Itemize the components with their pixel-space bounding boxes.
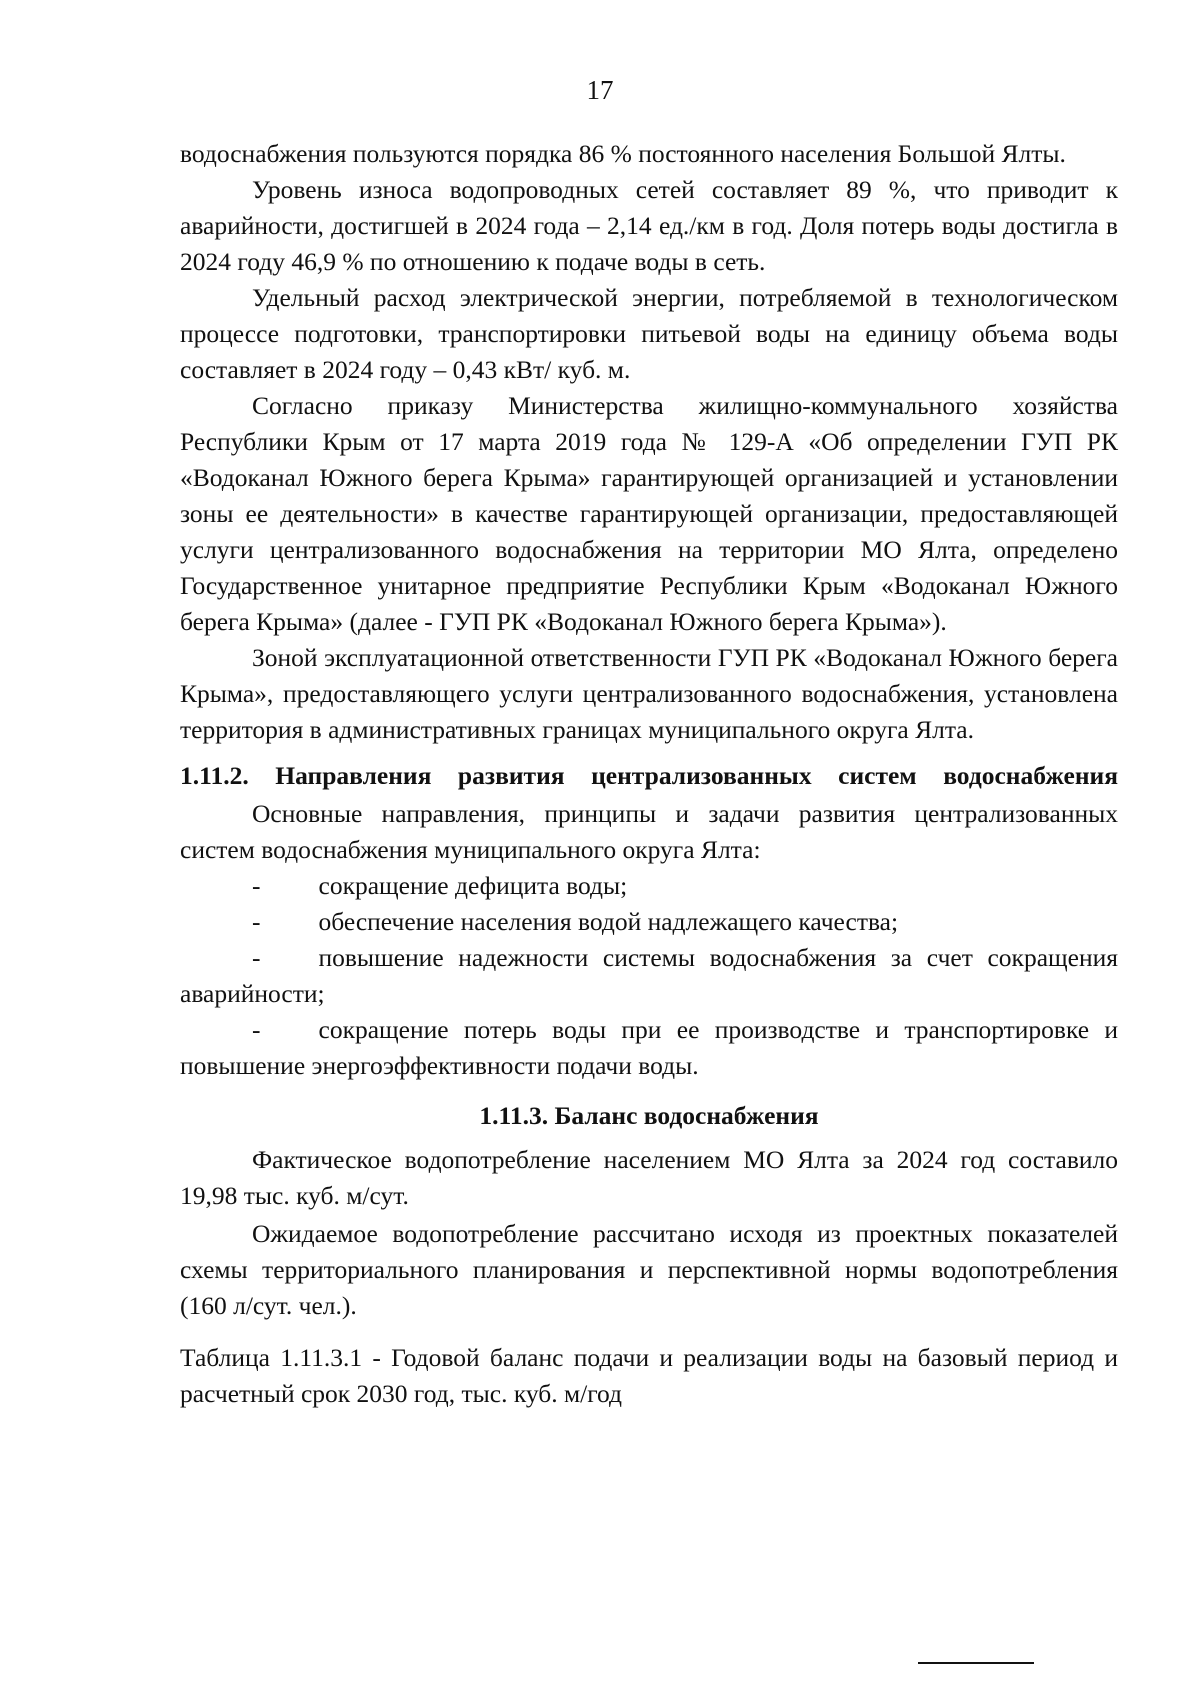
list-item-text: сокращение дефицита воды; — [318, 871, 628, 900]
list-item — [180, 868, 1118, 904]
paragraph-network-wear: Уровень износа водопроводных сетей составляет 89 %, что приводит к аварийности, достигшей в 2024 года – 2,14 ед./км в год. Доля потерь воды достигла в 2024 году 46,9 % по отношению к подаче воды в сеть. — [180, 175, 1118, 276]
list-dash: - — [252, 871, 261, 900]
paragraph-expected-consumption: Ожидаемое водопотребление рассчитано исходя из проектных показателей схемы территориального планирования и перспективной нормы водопотребления (160 л/сут. чел.). — [180, 1219, 1118, 1320]
paragraph-energy-consumption: Удельный расход электрической энергии, потребляемой в технологическом процессе подготовки, транспортировки питьевой воды на единицу объема воды составляет в 2024 году – 0,43 кВт/ куб. м. — [180, 283, 1118, 384]
list-item-text: сокращение потерь воды при ее производстве и транспортировке и повышение энергоэффективности подачи воды. — [180, 1015, 1118, 1080]
list-item-text: обеспечение населения водой надлежащего качества; — [318, 907, 899, 936]
paragraph-development-intro: Основные направления, принципы и задачи развития централизованных систем водоснабжения муниципального округа Ялта: — [180, 799, 1118, 864]
list-item — [180, 904, 1118, 940]
list-dash: - — [252, 1015, 261, 1044]
list-dash: - — [252, 943, 261, 972]
page-body — [180, 136, 1118, 1412]
list-dash: - — [252, 907, 261, 936]
table-caption: Таблица 1.11.3.1 - Годовой баланс подачи и реализации воды на базовый период и расчетный срок 2030 год, тыс. куб. м/год — [180, 1343, 1118, 1408]
list-item — [180, 1012, 1118, 1084]
footer-rule — [918, 1662, 1034, 1664]
page-number: 17 — [586, 75, 614, 105]
list-item — [180, 940, 1118, 1012]
paragraph-actual-consumption: Фактическое водопотребление населением МО Ялта за 2024 год составило 19,98 тыс. куб. м/сут. — [180, 1145, 1118, 1210]
paragraph-ministry-order: Согласно приказу Министерства жилищно-коммунального хозяйства Республики Крым от 17 марта 2019 года № 129-А «Об определении ГУП РК «Водоканал Южного берега Крыма» гарантирующей организацией и установлении зоны ее деятельности» в качестве гарантирующей организации, предоставляющей услуги централизованного водоснабжения на территории МО Ялта, определено Государственное унитарное предприятие Республики Крым «Водоканал Южного берега Крыма» (далее - ГУП РК «Водоканал Южного берега Крыма»). — [180, 391, 1118, 636]
paragraph-responsibility-zone: Зоной эксплуатационной ответственности ГУП РК «Водоканал Южного берега Крыма», предоставляющего услуги централизованного водоснабжения, установлена территория в административных границах муниципального округа Ялта. — [180, 643, 1118, 744]
list-item-text: повышение надежности системы водоснабжения за счет сокращения аварийности; — [180, 943, 1118, 1008]
section-heading-balance: 1.11.3. Баланс водоснабжения — [479, 1101, 819, 1130]
section-heading-development: 1.11.2. Направления развития централизованных систем водоснабжения — [180, 761, 1118, 790]
paragraph-population-share: водоснабжения пользуются порядка 86 % постоянного населения Большой Ялты. — [180, 139, 1066, 168]
